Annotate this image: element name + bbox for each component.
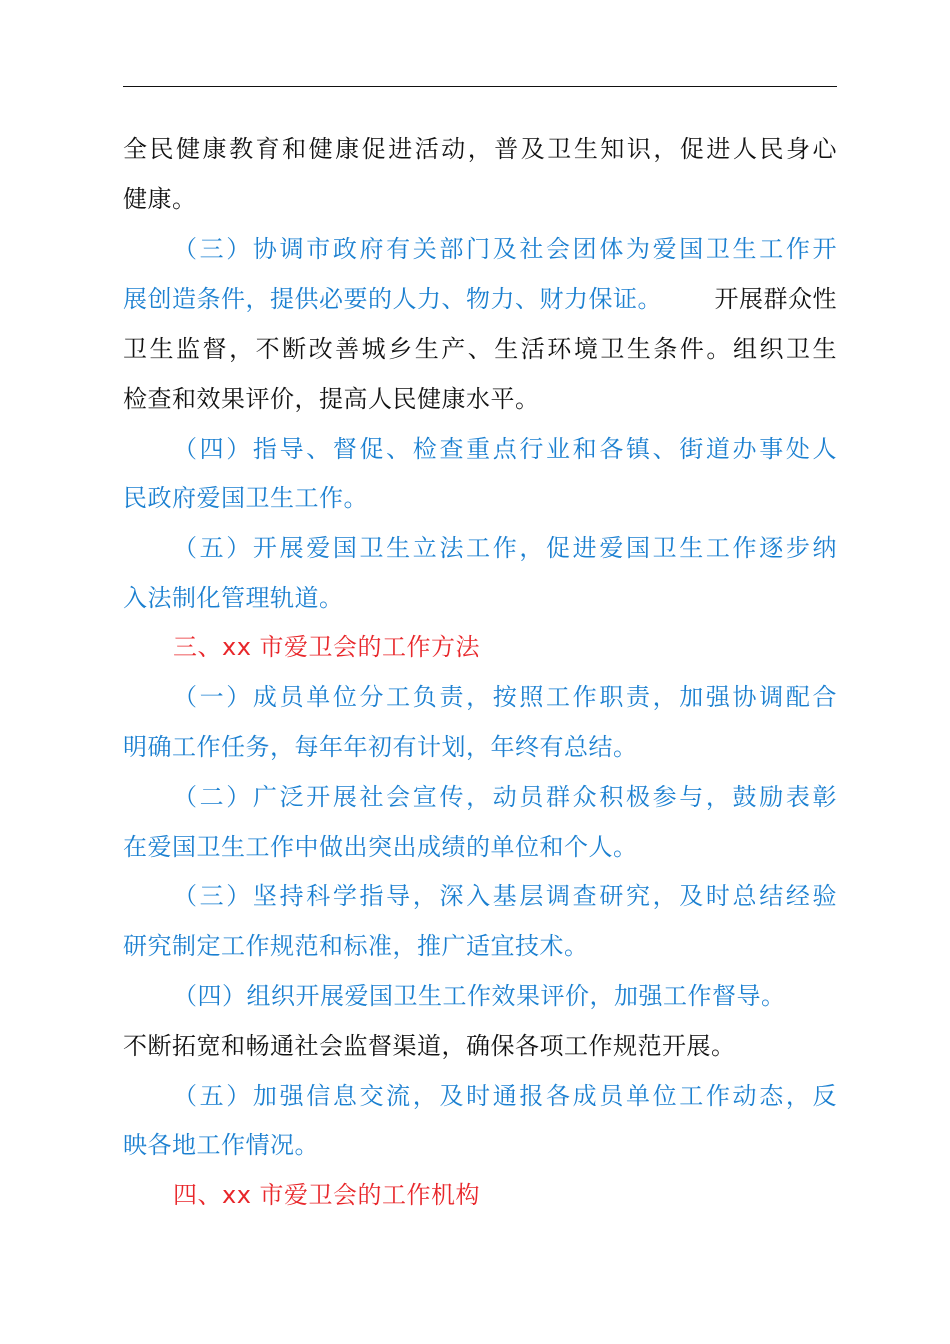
list-item-line: （四）指导、督促、检查重点行业和各镇、街道办事处人 [173,435,837,463]
list-item-line: 明确工作任务，每年年初有计划，年终有总结。 [123,733,638,761]
header-rule [123,86,837,87]
paragraph-line: 检查和效果评价，提高人民健康水平。 [123,385,540,413]
list-item-line: （三）坚持科学指导，深入基层调查研究，及时总结经验 [173,882,837,910]
list-item-line: （四）组织开展爱国卫生工作效果评价，加强工作督导。 [173,982,786,1010]
list-item-line: 民政府爱国卫生工作。 [123,484,368,512]
paragraph-line: 健康。 [123,185,197,213]
section-heading: 三、xx 市爱卫会的工作方法 [173,633,481,661]
paragraph-line: 开展群众性 [714,285,837,313]
list-item-line: （三）协调市政府有关部门及社会团体为爱国卫生工作开 [173,235,837,263]
list-item-line: 展创造条件，提供必要的人力、物力、财力保证。 [123,285,662,313]
list-item-line: （五）加强信息交流，及时通报各成员单位工作动态，反 [173,1082,837,1110]
paragraph-line: 全民健康教育和健康促进活动，普及卫生知识，促进人民身心 [123,135,837,163]
list-item-line: （二）广泛开展社会宣传，动员群众积极参与，鼓励表彰 [173,783,837,811]
list-item-line: 在爱国卫生工作中做出突出成绩的单位和个人。 [123,833,638,861]
list-item-line: 入法制化管理轨道。 [123,584,344,612]
list-item-line: 映各地工作情况。 [123,1131,319,1159]
section-heading: 四、xx 市爱卫会的工作机构 [173,1181,481,1209]
list-item-line: 研究制定工作规范和标准，推广适宜技术。 [123,932,589,960]
paragraph-line: 不断拓宽和畅通社会监督渠道，确保各项工作规范开展。 [123,1032,736,1060]
list-item-line: （五）开展爱国卫生立法工作，促进爱国卫生工作逐步纳 [173,534,837,562]
list-item-line: （一）成员单位分工负责，按照工作职责，加强协调配合 [173,683,837,711]
paragraph-line: 卫生监督，不断改善城乡生产、生活环境卫生条件。组织卫生 [123,335,837,363]
